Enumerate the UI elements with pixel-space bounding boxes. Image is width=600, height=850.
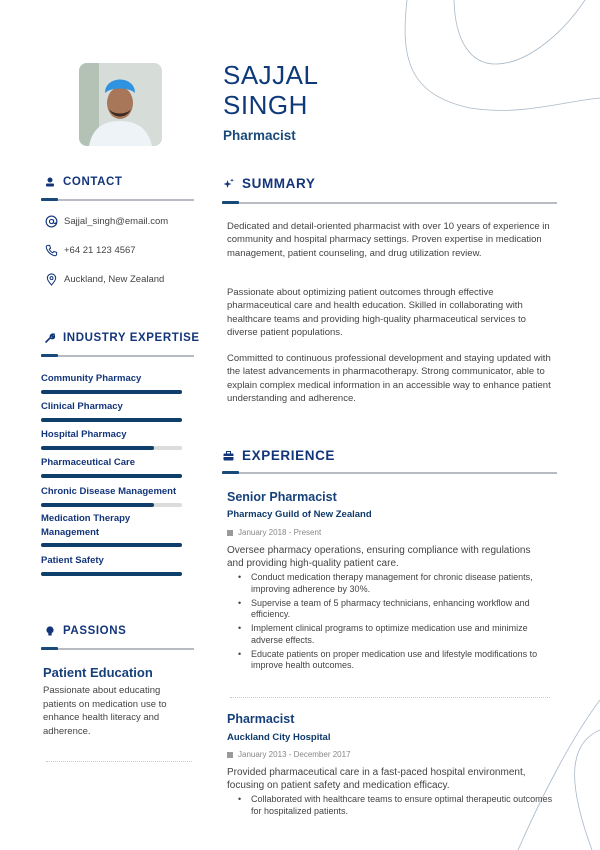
job-bullet: • Collaborated with healthcare teams to ensure optimal therapeutic outcomes for hospitalized patients.: [238, 794, 553, 817]
skill-bar-fill: [41, 418, 182, 422]
skill-bar: [41, 418, 182, 422]
job-dates: [227, 750, 351, 759]
location-text: Auckland, New Zealand: [64, 274, 165, 285]
at-sign-icon: [45, 215, 58, 228]
job-bullet: • Conduct medication therapy management for chronic disease patients, improving adherence by 30%.: [238, 572, 553, 595]
name-first: SAJJAL: [223, 60, 319, 90]
candidate-name: [223, 60, 319, 120]
calendar-icon: [227, 530, 233, 536]
skill-label: Community Pharmacy: [41, 373, 142, 384]
skill-label: Pharmaceutical Care: [41, 457, 135, 468]
passion-text: Passionate about educating patients on medication use to enhance health literacy and adherence.: [43, 685, 167, 737]
skill-bar: [41, 390, 182, 394]
skill-bar-fill: [41, 572, 182, 576]
profile-photo: [79, 63, 162, 146]
lightbulb-icon: [45, 626, 55, 637]
summary-heading-text: SUMMARY: [242, 176, 316, 191]
skill-bar-fill: [41, 543, 182, 547]
skill-item: [41, 400, 183, 422]
name-last: SINGH: [223, 90, 308, 120]
job-bullets: [238, 794, 553, 820]
skill-bar-fill: [41, 390, 182, 394]
experience-divider: [222, 472, 557, 474]
experience-heading-text: EXPERIENCE: [242, 448, 336, 463]
job-description: Oversee pharmacy operations, ensuring compliance with regulations and providing high-quality patient care.: [227, 545, 531, 570]
skill-bar-fill: [41, 503, 154, 507]
skill-bar: [41, 474, 182, 478]
person-avatar-icon: [79, 63, 162, 146]
phone-text: +64 21 123 4567: [64, 245, 136, 256]
job-company: Pharmacy Guild of New Zealand: [227, 509, 372, 520]
skill-bar-fill: [41, 446, 154, 450]
summary-divider: [222, 202, 557, 204]
job-dates: [227, 528, 321, 537]
wrench-icon: [45, 333, 55, 343]
skill-bar-fill: [41, 474, 182, 478]
skill-bar: [41, 572, 182, 576]
contact-heading-text: CONTACT: [63, 176, 123, 188]
passions-heading: [45, 625, 126, 637]
expertise-divider: [41, 355, 194, 357]
passion-title: Patient Education: [43, 665, 153, 680]
experience-heading: [223, 448, 335, 463]
summary-heading: [223, 176, 315, 191]
contact-heading: [45, 176, 123, 188]
job-bullet: • Educate patients on proper medication use and lifestyle modifications to improve health outcomes.: [238, 649, 553, 672]
passion-separator: [46, 761, 192, 762]
contact-email[interactable]: [45, 215, 168, 228]
skill-item: [41, 428, 183, 450]
job-role: Pharmacist: [227, 712, 295, 726]
job-description: Provided pharmaceutical care in a fast-paced hospital environment, focusing on patient safety and medication efficacy.: [227, 767, 526, 792]
job-dates-text: January 2018 - Present: [238, 528, 322, 537]
contact-location: [45, 273, 164, 286]
briefcase-icon: [223, 451, 234, 461]
job-dates-text: January 2013 - December 2017: [238, 750, 351, 759]
user-icon: [45, 177, 55, 187]
passions-heading-text: PASSIONS: [63, 625, 127, 637]
job-role: Senior Pharmacist: [227, 490, 337, 504]
sparkle-icon: [223, 178, 234, 189]
skill-label: Medication Therapy Management: [41, 513, 131, 538]
phone-icon: [45, 244, 58, 257]
job-bullet: • Supervise a team of 5 pharmacy technicians, enhancing workflow and efficiency.: [238, 598, 553, 621]
summary-paragraph: Passionate about optimizing patient outcomes through effective pharmaceutical care and health education. Skilled in collaborating with healthcare teams and providing high-quality pharmaceutical services to diverse patient populations.: [227, 287, 526, 338]
job-title: Pharmacist: [223, 128, 296, 143]
calendar-icon: [227, 752, 233, 758]
location-pin-icon: [45, 273, 58, 286]
skill-item: [41, 456, 183, 478]
expertise-heading: [45, 332, 200, 344]
skill-item: [41, 512, 161, 547]
skill-label: Hospital Pharmacy: [41, 429, 127, 440]
skill-bar: [41, 543, 182, 547]
skill-bar: [41, 446, 182, 450]
passions-divider: [41, 648, 194, 650]
skill-item: [41, 485, 183, 507]
summary-paragraph: Committed to continuous professional development and staying updated with the latest advancements in pharmacotherapy. Strong communicator, able to explain complex medical information in an accessible way to enhance patient understanding and adherence.: [227, 353, 551, 404]
job-bullets: [238, 572, 553, 674]
job-bullet: • Implement clinical programs to optimize medication use and minimize adverse effects.: [238, 623, 553, 646]
skill-item: [41, 372, 183, 394]
skill-label: Chronic Disease Management: [41, 486, 177, 497]
skill-item: [41, 554, 183, 576]
skill-label: Patient Safety: [41, 555, 104, 566]
job-separator: [230, 697, 550, 698]
expertise-heading-text: INDUSTRY EXPERTISE: [63, 332, 200, 344]
contact-phone[interactable]: [45, 244, 136, 257]
job-company: Auckland City Hospital: [227, 732, 331, 743]
contact-divider: [41, 199, 194, 201]
summary-paragraph: Dedicated and detail-oriented pharmacist with over 10 years of experience in community and hospital pharmacy settings. Proven expertise in medication management, patient counseling, and drug utilization review.: [227, 221, 550, 259]
skill-bar: [41, 503, 182, 507]
email-text: Sajjal_singh@email.com: [64, 216, 169, 227]
skill-label: Clinical Pharmacy: [41, 401, 123, 412]
